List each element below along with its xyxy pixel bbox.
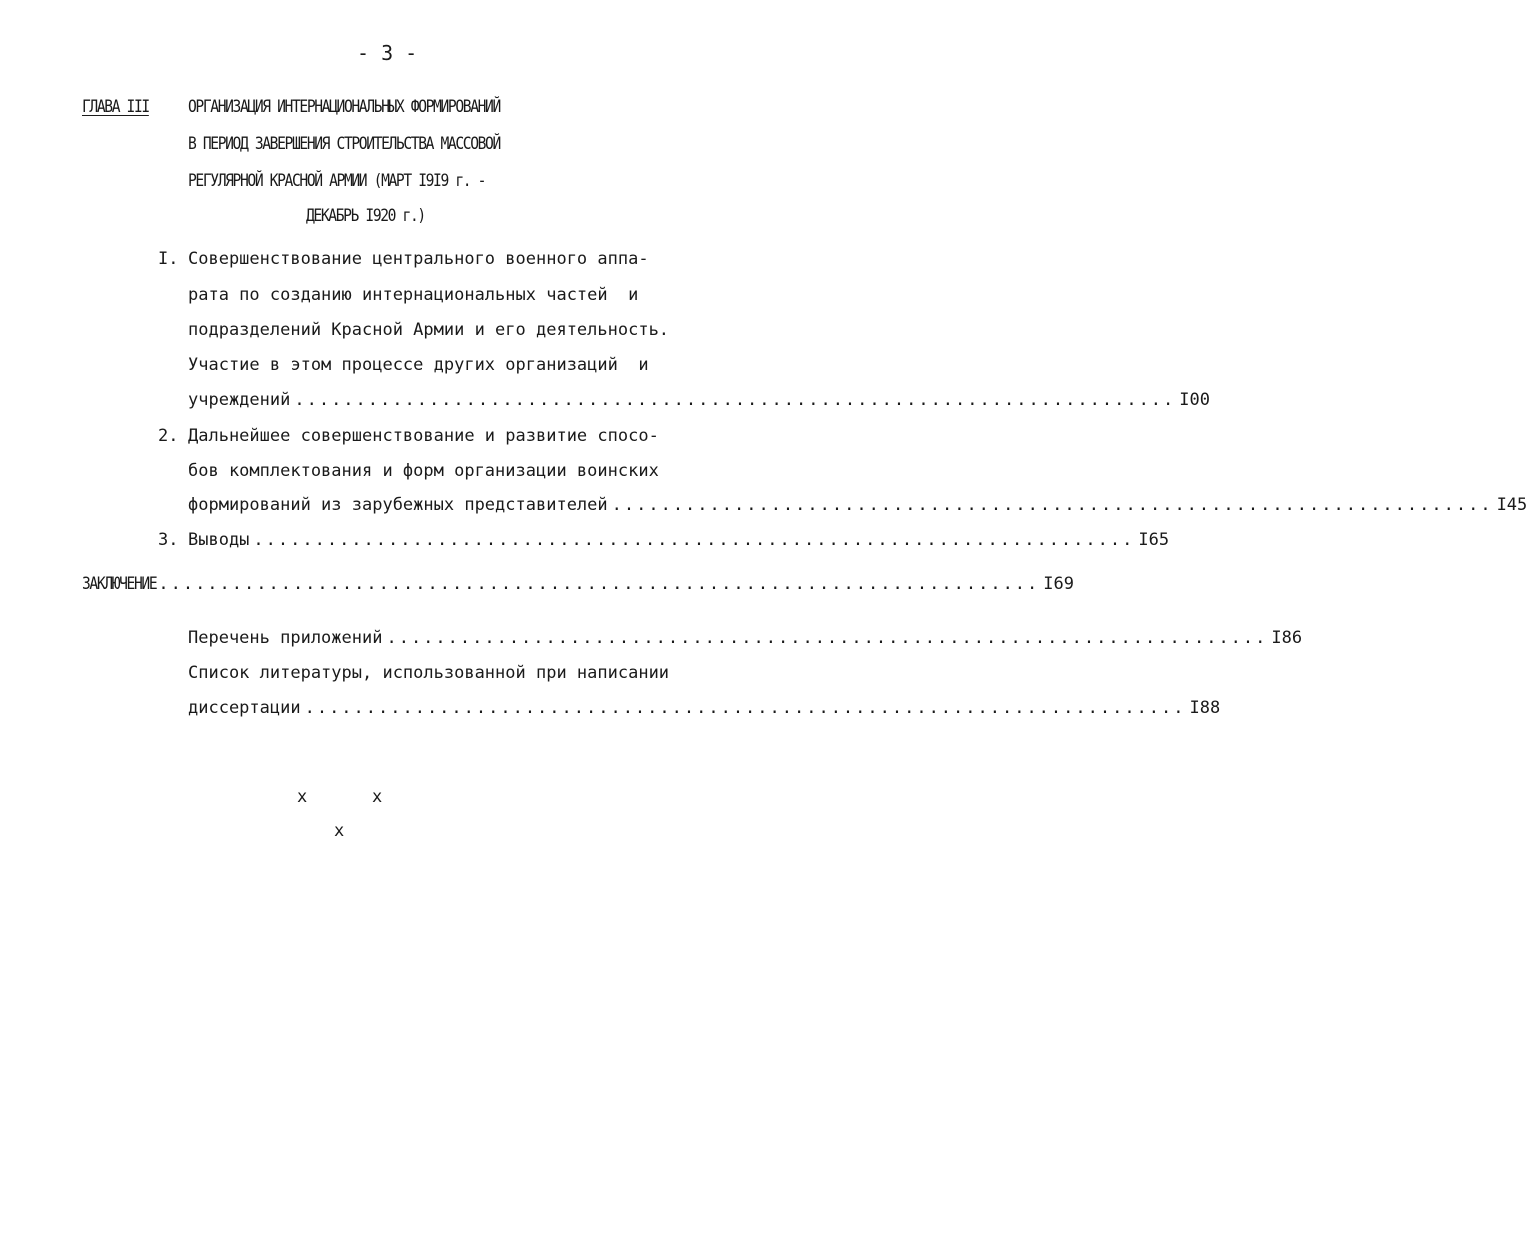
ornament-x-1: x [297,787,308,807]
appendix-list-label: Перечень приложений [188,628,383,648]
dot-leader: ........................................................................ [304,698,1186,718]
chapter-label: ГЛАВА III [82,97,149,117]
ornament-x-2: x [372,787,383,807]
chapter-title-line-1: ОРГАНИЗАЦИЯ ИНТЕРНАЦИОНАЛЬНЫХ ФОРМИРОВАНИЙ [188,97,500,117]
dot-leader: ........................................................................ [611,495,1493,515]
section-3-page: I65 [1138,530,1170,550]
section-1-line-4: Участие в этом процессе других организаций и [188,355,649,375]
ornament-x-3: x [334,821,345,841]
literature-line-2: диссертации [188,698,301,718]
section-2-page: I45 [1496,495,1527,515]
chapter-title-line-3: РЕГУЛЯРНОЙ КРАСНОЙ АРМИИ (МАРТ I9I9 г. - [188,171,486,191]
section-2-line-2: бов комплектования и форм организации воинских [188,461,659,481]
dot-leader: ........................................................................ [253,530,1135,550]
conclusion-page: I69 [1043,574,1074,594]
toc-entry-section-1 [188,389,1210,411]
section-2-number: 2. [158,426,179,446]
dot-leader: ........................................................................ [294,390,1176,410]
literature-line-1: Список литературы, использованной при написании [188,663,670,683]
conclusion-label: ЗАКЛЮЧЕНИЕ [82,574,157,594]
toc-entry-conclusion [82,573,1074,595]
chapter-title-line-4: ДЕКАБРЬ I920 г.) [306,206,425,226]
chapter-title-line-2: В ПЕРИОД ЗАВЕРШЕНИЯ СТРОИТЕЛЬСТВА МАССОВОЙ [188,134,500,154]
toc-entry-literature [188,697,1221,719]
toc-entry-section-2 [188,494,1527,516]
section-1-line-3: подразделений Красной Армии и его деятельность. [188,320,670,340]
appendix-list-page: I86 [1271,628,1303,648]
section-1-line-1: Совершенствование центрального военного аппа- [188,249,649,269]
literature-page: I88 [1189,698,1221,718]
dot-leader: ........................................................................ [158,574,1040,594]
toc-entry-appendices [188,627,1303,649]
dot-leader: ........................................................................ [386,628,1268,648]
section-3-line-1: Выводы [188,530,250,550]
section-1-line-5: учреждений [188,390,291,410]
section-1-number: I. [158,249,179,269]
section-2-line-1: Дальнейшее совершенствование и развитие спосо- [188,426,659,446]
section-1-line-2: рата по созданию интернациональных частей и [188,285,639,305]
section-3-number: 3. [158,530,179,550]
section-2-line-3: формирований из зарубежных представителей [188,495,608,515]
section-1-page: I00 [1179,390,1210,410]
toc-entry-section-3 [188,529,1170,551]
page-number: - 3 - [357,41,418,65]
